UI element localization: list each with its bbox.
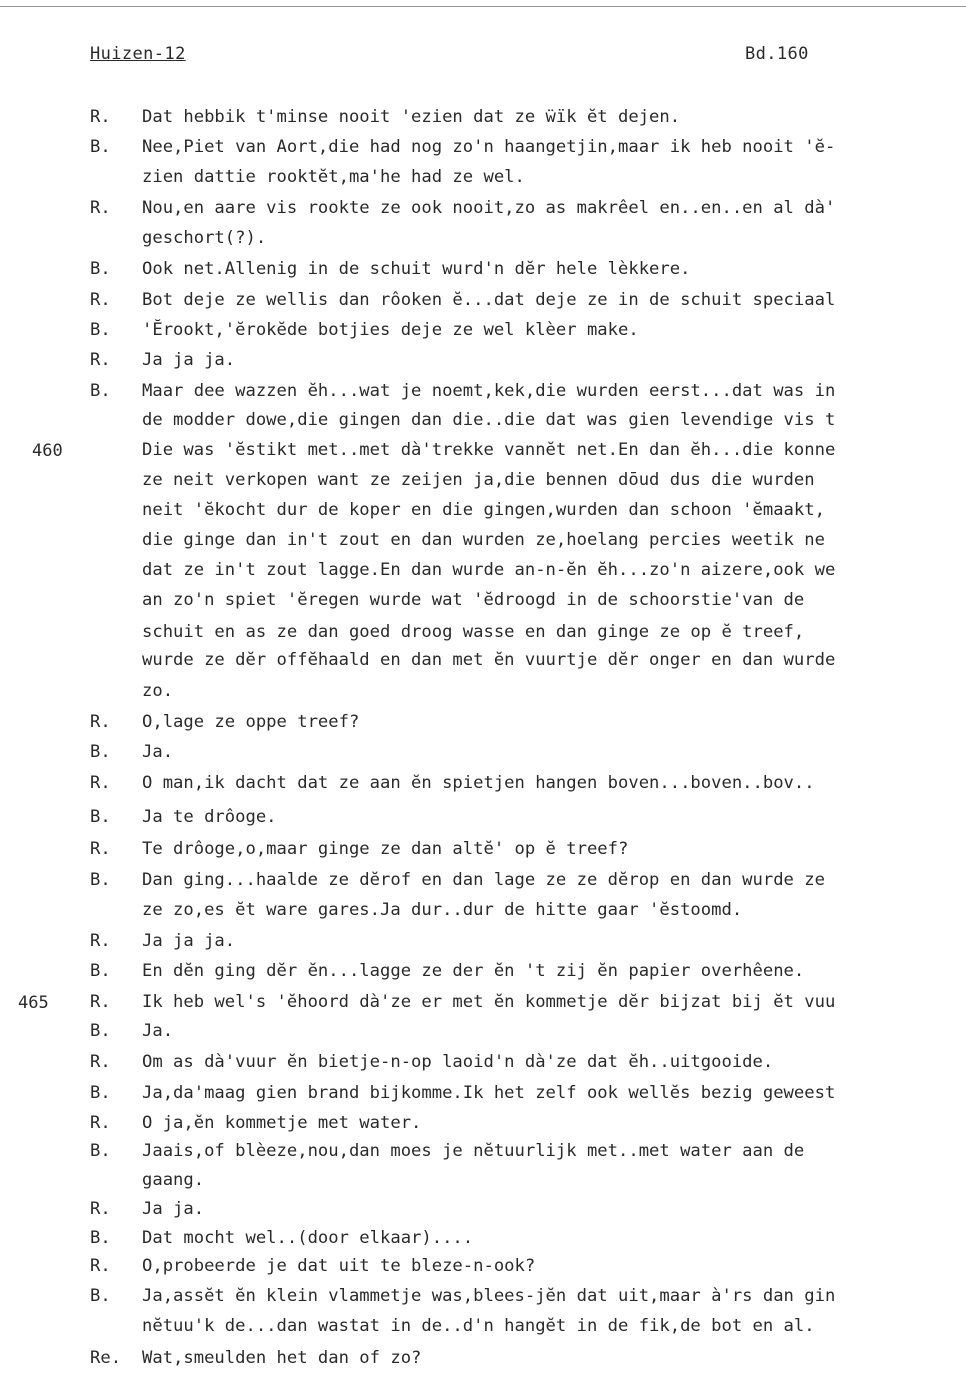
margin-line-number: 460 (32, 441, 63, 461)
speaker-label: R. (90, 773, 111, 793)
speaker-label: B. (90, 807, 111, 827)
document-title (90, 44, 186, 64)
line-text: 'Ĕrookt,'ĕrokĕde botjies deje ze wel klèer make. (142, 320, 639, 340)
line-text: wurde ze dĕr offĕhaald en dan met ĕn vuurtje dĕr onger en dan wurde (142, 650, 836, 670)
line-text: Ik heb wel's 'ĕhoord dà'ze er met ĕn kommetje dĕr bijzat bij ĕt vuu (142, 992, 836, 1012)
line-text: Nee,Piet van Aort,die had nog zo'n haangetjin,maar ik heb nooit 'ĕ- (142, 137, 836, 157)
line-text: O man,ik dacht dat ze aan ĕn spietjen hangen boven...boven..bov.. (142, 773, 815, 793)
line-text: Ja. (142, 1021, 174, 1041)
speaker-label: B. (90, 1286, 111, 1306)
line-text: Om as dà'vuur ĕn bietje-n-op laoid'n dà'ze dat ĕh..uitgooide. (142, 1052, 774, 1072)
line-text: Maar dee wazzen ĕh...wat je noemt,kek,die wurden eerst...dat was in (142, 381, 836, 401)
line-text: O,probeerde je dat uit te bleze-n-ook? (142, 1256, 536, 1276)
speaker-label: B. (90, 1228, 111, 1248)
line-text: Ja. (142, 742, 174, 762)
line-text: Jaais,of blèeze,nou,dan moes je nĕtuurlijk met..met water aan de (142, 1141, 805, 1161)
speaker-label: R. (90, 931, 111, 951)
speaker-label: B. (90, 381, 111, 401)
speaker-label: R. (90, 712, 111, 732)
speaker-label: R. (90, 1256, 111, 1276)
top-rule (0, 6, 966, 7)
line-text: geschort(?). (142, 228, 267, 248)
line-text: ze zo,es ĕt ware gares.Ja dur..dur de hitte gaar 'ĕstoomd. (142, 900, 743, 920)
line-text: Dat mocht wel..(door elkaar).... (142, 1228, 474, 1248)
margin-line-number: 465 (18, 993, 49, 1013)
line-text: Die was 'ĕstikt met..met dà'trekke vannĕt net.En dan ĕh...die konne (142, 440, 836, 460)
line-text: Ja,assĕt ĕn klein vlammetje was,blees-jĕn dat uit,maar à'rs dan gin (142, 1286, 836, 1306)
speaker-label: R. (90, 1052, 111, 1072)
line-text: de modder dowe,die gingen dan die..die dat was gien levendige vis t (142, 410, 836, 430)
speaker-label: B. (90, 742, 111, 762)
line-text: dat ze in't zout lagge.En dan wurde an-n-ĕn ĕh...zo'n aizere,ook we (142, 560, 836, 580)
line-text: schuit en as ze dan goed droog wasse en dan ginge ze op ĕ treef, (142, 622, 805, 642)
speaker-label: Re. (90, 1348, 122, 1368)
line-text: Ja ja ja. (142, 350, 236, 370)
line-text: neit 'ĕkocht dur de koper en die gingen,wurden dan schoon 'ĕmaakt, (142, 500, 825, 520)
speaker-label: R. (90, 992, 111, 1012)
speaker-label: B. (90, 1141, 111, 1161)
line-text: die ginge dan in't zout en dan wurden ze,hoelang percies weetik ne (142, 530, 825, 550)
line-text: nĕtuu'k de...dan wastat in de..d'n hangĕt in de fik,de bot en al. (142, 1316, 815, 1336)
line-text: Dat hebbik t'minse nooit 'ezien dat ze ẅïk ĕt dejen. (142, 107, 681, 127)
line-text: Wat,smeulden het dan of zo? (142, 1348, 422, 1368)
speaker-label: R. (90, 1199, 111, 1219)
speaker-label: R. (90, 107, 111, 127)
speaker-label: B. (90, 259, 111, 279)
page-reference: Bd.160 (745, 44, 809, 64)
line-text: zo. (142, 681, 174, 701)
speaker-label: R. (90, 290, 111, 310)
speaker-label: B. (90, 961, 111, 981)
line-text: Ook net.Allenig in de schuit wurd'n dĕr hele lèkkere. (142, 259, 691, 279)
line-text: Bot deje ze wellis dan rôoken ĕ...dat deje ze in de schuit speciaal (142, 290, 836, 310)
line-text: Ja ja. (142, 1199, 205, 1219)
line-text: Ja,da'maag gien brand bijkomme.Ik het zelf ook wellĕs bezig geweest (142, 1083, 836, 1103)
line-text: gaang. (142, 1170, 205, 1190)
line-text: Te drôoge,o,maar ginge ze dan altĕ' op ĕ treef? (142, 839, 629, 859)
line-text: zien dattie rooktĕt,ma'he had ze wel. (142, 167, 525, 187)
speaker-label: B. (90, 1021, 111, 1041)
speaker-label: B. (90, 320, 111, 340)
speaker-label: R. (90, 839, 111, 859)
line-text: Dan ging...haalde ze dĕrof en dan lage ze ze dĕrop en dan wurde ze (142, 870, 825, 890)
line-text: Ja te drôoge. (142, 807, 277, 827)
line-text: En dĕn ging dĕr ĕn...lagge ze der ĕn 't zij ĕn papier overhêene. (142, 961, 805, 981)
line-text: Ja ja ja. (142, 931, 236, 951)
speaker-label: B. (90, 1083, 111, 1103)
speaker-label: R. (90, 350, 111, 370)
speaker-label: R. (90, 1113, 111, 1133)
line-text: ze neit verkopen want ze zeijen ja,die bennen dōud dus die wurden (142, 470, 815, 490)
line-text: O,lage ze oppe treef? (142, 712, 360, 732)
line-text: Nou,en aare vis rookte ze ook nooit,zo as makrêel en..en..en al dà' (142, 198, 836, 218)
speaker-label: B. (90, 137, 111, 157)
speaker-label: B. (90, 870, 111, 890)
line-text: an zo'n spiet 'ĕregen wurde wat 'ĕdroogd in de schoorstie'van de (142, 590, 805, 610)
line-text: O ja,ĕn kommetje met water. (142, 1113, 422, 1133)
speaker-label: R. (90, 198, 111, 218)
document-title-text: Huizen-12 (90, 44, 186, 64)
